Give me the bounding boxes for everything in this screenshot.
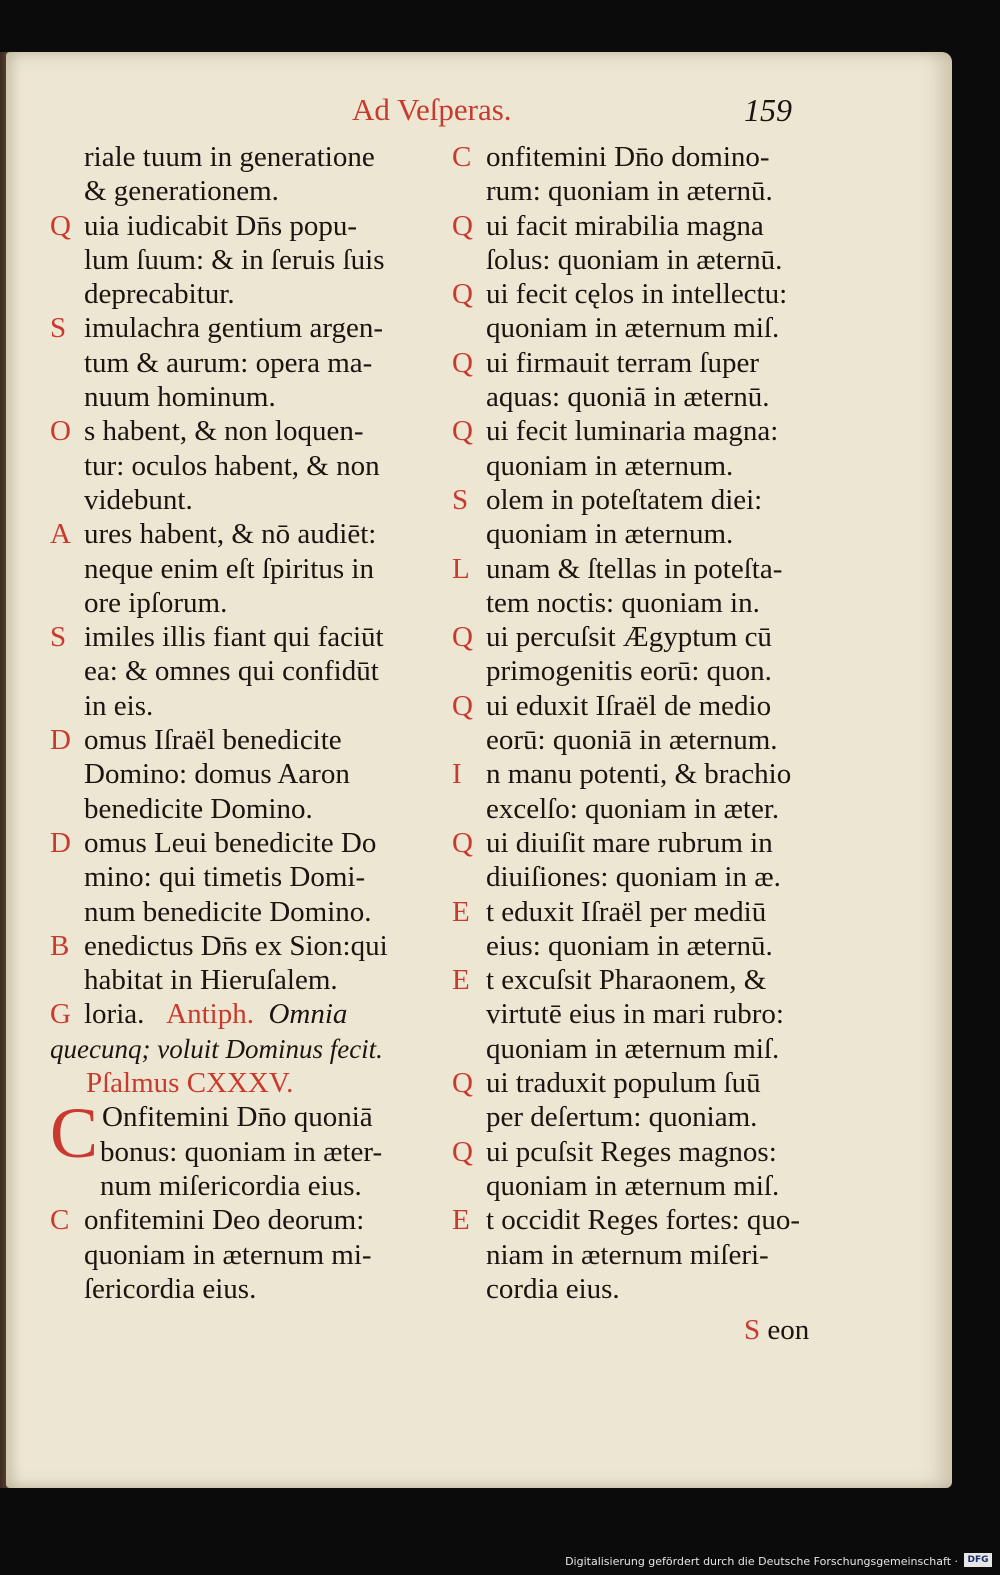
verse-line [452, 517, 832, 551]
verse-line [452, 449, 832, 483]
verse-line [452, 689, 832, 723]
verse-text: quoniam in æternum. [486, 518, 734, 551]
rubric-initial: Q [452, 278, 473, 311]
verse-text: videbunt. [84, 483, 193, 516]
verse-text: in eis. [84, 689, 154, 722]
verse-line [452, 140, 832, 174]
rubric-initial: Q [452, 415, 473, 448]
verse-line [50, 1203, 432, 1237]
catchword-initial: S [744, 1314, 761, 1346]
rubric-initial: C [50, 1204, 70, 1237]
verse-text: ui facit mirabilia magna [486, 209, 764, 242]
verse-text: quoniam in æternum miſ. [486, 312, 780, 345]
verse-text: quoniam in æternum miſ. [486, 1032, 780, 1065]
verse-text: t excuſsit Pharaonem, & [486, 964, 767, 997]
verse-text: excelſo: quoniam in æter. [486, 792, 780, 825]
rubric-initial: D [50, 724, 71, 757]
rubric-initial: Q [452, 1135, 473, 1168]
verse-line [50, 483, 432, 517]
verse-text: Domino: domus Aaron [84, 758, 350, 791]
verse-line [452, 1272, 832, 1306]
verse-text: quoniam in æternum miſ. [486, 1169, 780, 1202]
psalm-opening-line: num miſericordia eius. [100, 1169, 362, 1202]
verse-line [452, 1135, 832, 1169]
rubric-initial: Q [452, 621, 473, 654]
rubric-initial: Q [452, 346, 473, 379]
verse-text: onfitemini Deo deorum: [84, 1204, 365, 1237]
rubric-initial: G [50, 998, 71, 1031]
verse-text: ea: & omnes qui confidūt [84, 655, 379, 688]
verse-text: benedicite Domino. [84, 792, 313, 825]
running-header [0, 92, 1000, 132]
verse-text: lum ſuum: & in ſeruis ſuis [84, 243, 385, 276]
verse-line [50, 723, 432, 757]
verse-line [452, 723, 832, 757]
rubric-initial: D [50, 826, 71, 859]
verse-text: quoniam in æternum mi- [84, 1238, 372, 1271]
verse-text: aquas: quoniā in æternū. [486, 381, 770, 414]
verse-line [452, 1100, 832, 1134]
verse-text: nuum hominum. [84, 381, 276, 414]
verse-text: rum: quoniam in æternū. [486, 175, 773, 208]
verse-line [50, 757, 432, 791]
antiphon-label: Antiph. [166, 998, 254, 1031]
verse-line [452, 1169, 832, 1203]
rubric-initial: S [50, 621, 67, 654]
verse-line [50, 449, 432, 483]
rubric-initial: Q [452, 689, 473, 722]
verse-text: riale tuum in generatione [84, 141, 375, 173]
verse-line [452, 860, 832, 894]
verse-line [50, 620, 432, 654]
digitization-footer [0, 1547, 1000, 1575]
gloria-line [50, 997, 432, 1031]
rubric-initial: Q [50, 209, 71, 242]
verse-text: onfitemini Dn̄o domino- [486, 141, 770, 173]
verse-line [452, 380, 832, 414]
verse-text: omus Leui benedicite Do [84, 826, 377, 859]
verse-line [50, 689, 432, 723]
verse-text: ui percuſsit Ægyptum cū [486, 621, 772, 654]
verse-text: habitat in Hieruſalem. [84, 964, 338, 997]
verse-text: deprecabitur. [84, 278, 235, 311]
verse-line [452, 1238, 832, 1272]
verse-text: per deſertum: quoniam. [486, 1101, 758, 1134]
verse-line [452, 277, 832, 311]
rubric-initial: Q [452, 209, 473, 242]
catchword-text: eon [767, 1314, 810, 1346]
verse-line [50, 414, 432, 448]
verse-text: n manu potenti, & brachio [486, 758, 792, 791]
verse-line [50, 654, 432, 688]
verse-text: enedictus Dn̄s ex Sion:qui [84, 929, 388, 962]
verse-line [452, 826, 832, 860]
verse-text: unam & ſtellas in poteſta- [486, 552, 783, 585]
verse-line [452, 929, 832, 963]
verse-text: tem noctis: quoniam in. [486, 586, 760, 619]
verse-text: t eduxit Iſraël per mediū [486, 895, 767, 928]
verse-text: niam in æternum miſeri- [486, 1238, 769, 1271]
antiphon-text: Omnia [268, 998, 348, 1031]
folio-number: 159 [744, 92, 792, 128]
page-title: Ad Veſperas. [352, 92, 512, 127]
verse-text: neque enim eſt ſpiritus in [84, 552, 374, 585]
verse-line [50, 586, 432, 620]
verse-text: tur: oculos habent, & non [84, 449, 380, 482]
verse-text: ui pcuſsit Reges magnos: [486, 1135, 777, 1168]
verse-line [50, 1238, 432, 1272]
psalm-opening-line: bonus: quoniam in æter- [100, 1135, 383, 1168]
rubric-initial: I [452, 758, 462, 791]
verse-line [452, 1066, 832, 1100]
verse-line [452, 586, 832, 620]
verse-text: t occidit Reges fortes: quo- [486, 1204, 801, 1237]
verse-line [452, 174, 832, 208]
verse-text: ui fecit cęlos in intellectu: [486, 278, 788, 311]
verse-text: eius: quoniam in æternū. [486, 929, 773, 962]
verse-text: s habent, & non loquen- [84, 415, 364, 448]
verse-line [452, 209, 832, 243]
verse-line [50, 552, 432, 586]
verse-text: eorū: quoniā in æternum. [486, 724, 778, 757]
left-column [50, 140, 432, 1306]
verse-text: ui eduxit Iſraël de medio [486, 689, 772, 722]
verse-line [452, 1203, 832, 1237]
verse-text: ſericordia eius. [84, 1272, 257, 1305]
verse-line [452, 414, 832, 448]
verse-text: ui firmauit terram ſuper [486, 346, 759, 379]
verse-line [50, 895, 432, 929]
rubric-initial: L [452, 552, 470, 585]
verse-text: tum & aurum: opera ma- [84, 346, 373, 379]
catchword [744, 1314, 809, 1347]
verse-text: imulachra gentium argen- [84, 312, 384, 345]
verse-line [452, 311, 832, 345]
verse-text: ſolus: quoniam in æternū. [486, 243, 783, 276]
verse-text: uia iudicabit Dn̄s popu- [84, 209, 358, 242]
verse-line [50, 963, 432, 997]
verse-line [50, 140, 432, 174]
rubric-initial: E [452, 895, 470, 928]
verse-text: diuiſiones: quoniam in æ. [486, 861, 781, 894]
verse-text: virtutē eius in mari rubro: [486, 998, 784, 1031]
psalm-heading: Pſalmus CXXXV. [86, 1067, 294, 1100]
verse-text: ui traduxit populum ſuū [486, 1067, 761, 1100]
gloria-text: loria. [84, 998, 145, 1031]
verse-line [50, 209, 432, 243]
rubric-initial: B [50, 929, 70, 962]
verse-line [50, 174, 432, 208]
verse-text: imiles illis fiant qui faciūt [84, 621, 384, 654]
verse-line [452, 792, 832, 826]
verse-text: & generationem. [84, 175, 279, 208]
verse-text: ui fecit luminaria magna: [486, 415, 779, 448]
verse-line [452, 346, 832, 380]
verse-line [50, 380, 432, 414]
verse-text: ures habent, & nō audiēt: [84, 518, 377, 551]
verse-text: ore ipſorum. [84, 586, 228, 619]
dfg-logo: DFG [964, 1553, 992, 1567]
verse-text: primogenitis eorū: quon. [486, 655, 772, 688]
antiphon-continuation: quecunq; voluit Dominus fecit. [50, 1033, 383, 1064]
verse-text: cordia eius. [486, 1272, 620, 1305]
rubric-initial: S [452, 483, 469, 516]
verse-text: ui diuiſit mare rubrum in [486, 826, 773, 859]
verse-line [50, 826, 432, 860]
verse-line [50, 860, 432, 894]
verse-line [452, 654, 832, 688]
psalm-initial-capital: C [50, 1093, 99, 1173]
verse-line [452, 620, 832, 654]
verse-line [452, 997, 832, 1031]
verse-text: mino: qui timetis Domi- [84, 861, 366, 894]
verse-line [452, 243, 832, 277]
verse-line [452, 483, 832, 517]
verse-line [452, 552, 832, 586]
rubric-initial: Q [452, 826, 473, 859]
verse-line [50, 243, 432, 277]
rubric-initial: S [50, 312, 67, 345]
rubric-initial: E [452, 1204, 470, 1237]
verse-line [50, 311, 432, 345]
verse-line [50, 929, 432, 963]
rubric-initial: O [50, 415, 71, 448]
verse-line [50, 277, 432, 311]
verse-line [50, 1272, 432, 1306]
verse-line [452, 963, 832, 997]
verse-text: num benedicite Domino. [84, 895, 372, 928]
verse-line [50, 346, 432, 380]
verse-text: quoniam in æternum. [486, 449, 734, 482]
right-column [452, 140, 832, 1306]
verse-line [452, 1032, 832, 1066]
verse-line [452, 895, 832, 929]
verse-line [50, 517, 432, 551]
verse-text: olem in poteſtatem diei: [486, 483, 763, 516]
psalm-opening-line: Onfitemini Dn̄o quoniā [102, 1101, 373, 1134]
rubric-initial: C [452, 141, 472, 173]
funding-credit: Digitalisierung gefördert durch die Deutsche Forschungsgemeinschaft · [565, 1555, 958, 1568]
verse-line [452, 757, 832, 791]
verse-text: omus Iſraël benedicite [84, 724, 342, 757]
rubric-initial: E [452, 964, 470, 997]
rubric-initial: A [50, 518, 71, 551]
rubric-initial: Q [452, 1067, 473, 1100]
verse-line [50, 792, 432, 826]
